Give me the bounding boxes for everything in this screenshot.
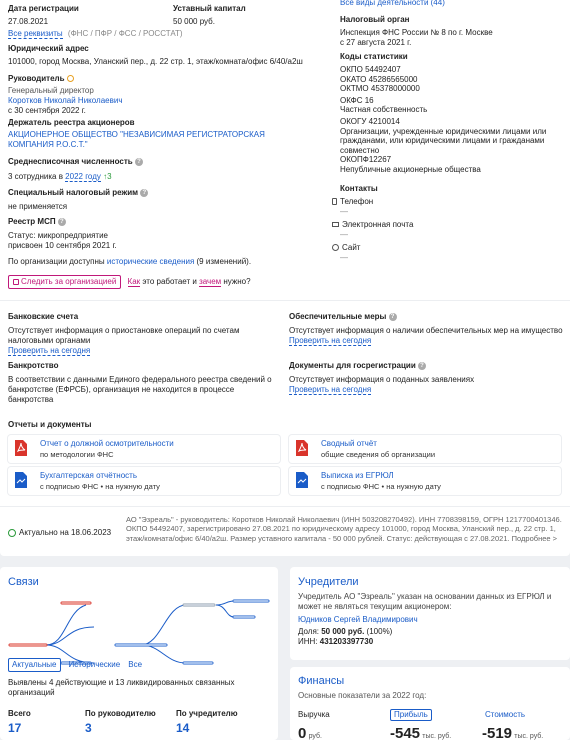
finance-cost-tab[interactable]: Стоимость [485,710,526,719]
security-block [289,312,564,346]
tax-regime-block [8,188,148,212]
report-sub: с подписью ФНС • на нужную дату [321,482,441,491]
info-icon[interactable]: ? [140,189,148,197]
report-title[interactable]: Бухгалтерская отчётность [40,471,138,480]
okopf-desc: Непубличные акционерные общества [340,164,481,174]
info-icon[interactable]: ? [58,218,66,226]
head-since: с 30 сентября 2022 г. [8,106,86,115]
tab-actual[interactable]: Актуальные [8,658,61,672]
history-pre: По организации доступны [8,257,107,266]
staff-block [8,157,143,182]
email-label: Электронная почта [342,219,414,229]
check-icon [8,529,16,537]
email-row [332,220,562,230]
staff-label: Среднесписочная численность [8,157,133,166]
why-link[interactable]: зачем [199,277,222,286]
links-stat-head[interactable] [85,709,156,736]
oktmo: ОКТМО 45378000000 [340,84,420,94]
share-pre: Доля: [298,627,322,636]
tax-organ-label: Налоговый орган [340,15,410,24]
bank-check-link[interactable]: Проверить на сегодня [8,346,91,355]
okogu: ОКОГУ 4210014 [340,116,400,126]
head-name-link[interactable]: Коротков Николай Николаевич [8,96,123,105]
head-label: Руководитель [8,74,65,83]
holder-label: Держатель реестра акционеров [8,118,135,127]
phone-row [332,197,562,207]
divider [0,506,570,507]
follow-button[interactable] [8,275,121,289]
head-block [8,74,123,116]
profit-value: -545 [390,725,421,740]
signed-doc-icon [14,471,28,489]
report-title[interactable]: Выписка из ЕГРЮЛ [321,471,394,480]
report-tile-summary[interactable] [289,435,561,463]
tax-regime-value: не применяется [8,202,68,211]
security-text: Отсутствует информация о наличии обеспечительных мер на имущество [289,326,563,335]
head-role: Генеральный директор [8,86,94,95]
report-sub: по методологии ФНС [40,450,114,459]
report-tile-egrul[interactable] [289,467,561,495]
contacts-label: Контакты [340,183,378,193]
share-value: 50 000 руб. [321,627,365,636]
follow-post: нужно? [221,277,251,286]
reg-label: Дата регистрации [8,4,79,13]
revenue-unit: руб. [308,733,322,740]
reg-date: 27.08.2021 [8,17,49,26]
tab-historical[interactable]: Исторические [68,660,121,669]
links-stat-founder[interactable] [176,709,238,736]
address-value: 101000, город Москва, Уланский пер., д. 22 стр. 1, этаж/комната/офис 6/40/a2ш [8,57,303,66]
finance-revenue-value [298,725,322,740]
divider [0,300,570,301]
finance-profit-tab[interactable]: Прибыль [390,709,432,721]
msp-date: присвоен 10 сентября 2021 г. [8,241,117,250]
finance-card [290,667,570,740]
stat-codes [340,65,562,175]
docs-reg-check-link[interactable]: Проверить на сегодня [289,385,372,394]
report-sub: общие сведения об организации [321,450,436,459]
report-title[interactable]: Сводный отчёт [321,439,377,448]
address-label: Юридический адрес [8,44,89,53]
all-activities-link[interactable]: Все виды деятельности (44) [340,0,445,7]
okogu-desc: Организации, учрежденные юридическими лицами или гражданами, или юридическими лицами и гражданами совместно [340,126,547,155]
okfs-desc: Частная собственность [340,105,428,115]
profit-unit: тыс. руб. [422,733,452,740]
right-column [340,0,562,263]
cost-value: -519 [482,725,513,740]
staff-delta: ↑3 [103,172,112,181]
okpo: ОКПО 54492407 [340,65,401,74]
report-tile-accounting[interactable] [8,467,280,495]
reg-funds: (ФНС / ПФР / ФСС / РОССТАТ) [67,29,183,38]
actual-label: Актуально на 18.06.2023 [19,528,112,537]
mail-icon [332,222,339,227]
docs-reg-text: Отсутствует информация о поданных заявлениях [289,375,475,384]
staff-value: 3 сотрудника в [8,172,66,181]
info-icon[interactable]: ? [389,313,397,321]
actual-date [8,528,111,538]
globe-icon [332,244,339,251]
report-sub: с подписью ФНС • на нужную дату [40,482,160,491]
links-stat-total[interactable] [8,709,31,736]
founder-share [298,627,392,637]
reg-block [8,4,183,39]
stat-codes-label: Коды статистики [340,52,408,61]
bank-block [8,312,273,356]
report-tile-diligence[interactable] [8,435,280,463]
msp-label: Реестр МСП [8,217,56,226]
bankrupt-text: В соответствии с данными Единого федерального реестра сведений о банкротстве (ЕФРСБ), организация не находится в процессе банкротства [8,375,272,404]
inn-value: 431203397730 [319,637,374,646]
holder-link[interactable]: АКЦИОНЕРНОЕ ОБЩЕСТВО "НЕЗАВИСИМАЯ РЕГИСТРАТОРСКАЯ КОМПАНИЯ Р.О.С.Т." [8,130,265,149]
company-summary: АО "Эзреаль" - руководитель: Коротков Николай Николаевич (ИНН 503208270492). ИНН 7708398159, ОГРН 1217700401346. ОКПО 54492407, зарегистрировано 27.08.2021 по юридическому адресу 101000, город Москва, Уланский пер., д. 22 стр. 1, этаж/комната/офис 6/40/a2ш. Размер уставного капитала - 50 000 рублей. Статус: действующая с 27.08.2021. Подробнее > [126,515,562,543]
info-icon[interactable]: ? [135,158,143,166]
stat-label: По учредителю [176,709,238,718]
cost-unit: тыс. руб. [514,733,544,740]
phone-value: — [340,206,348,216]
reports-label: Отчеты и документы [8,420,92,429]
site-label: Сайт [342,242,361,252]
share-pct: (100%) [364,627,393,636]
bank-text: Отсутствует информация о приостановке операций по счетам налоговыми органами [8,326,240,345]
follow-mid: это работает и [140,277,200,286]
docs-reg-block [289,361,564,395]
stat-value[interactable]: 14 [176,721,190,735]
email-value: — [340,229,348,239]
links-title[interactable]: Связи [8,576,39,588]
phone-icon [332,198,337,205]
how-link[interactable]: Как [127,277,141,286]
pdf-icon [14,439,28,457]
inn-pre: ИНН: [298,637,320,646]
site-value: — [340,252,348,262]
stat-label: Всего [8,709,31,718]
founder-name-link[interactable]: Юдников Сергей Владимирович [298,615,418,624]
stat-value[interactable]: 17 [8,721,22,735]
founders-card [290,567,570,660]
pdf-icon [295,439,309,457]
history-post: (9 изменений). [194,257,252,266]
bankrupt-label: Банкротство [8,361,59,370]
staff-year-link[interactable]: 2022 году [65,172,101,181]
docs-reg-label: Документы для госрегистрации [289,361,416,370]
msp-block [8,217,117,251]
bankrupt-block [8,361,276,405]
finance-title[interactable]: Финансы [298,675,345,687]
history-link[interactable]: исторические сведения [106,257,195,266]
tax-organ-since: с 27 августа 2021 г. [340,38,412,47]
finance-cost-value [482,725,543,740]
phone-label: Телефон [340,196,374,206]
finance-revenue-label[interactable]: Выручка [298,710,330,719]
lock-icon [13,279,19,285]
links-card [0,567,278,740]
tax-regime-label: Специальный налоговый режим [8,188,139,197]
revenue-value: 0 [298,725,307,740]
security-label: Обеспечительные меры [289,312,387,321]
alert-icon [67,75,74,82]
tab-all[interactable]: Все [128,660,143,669]
links-found: Выявлены 4 действующие и 13 ликвидированных связанных организаций [8,678,235,697]
stat-value[interactable]: 3 [85,721,92,735]
founders-title[interactable]: Учредители [298,576,359,588]
holder-block [8,118,308,150]
security-check-link[interactable]: Проверить на сегодня [289,336,372,345]
signed-doc-icon [295,471,309,489]
follow-button-label: Следить за организацией [21,277,117,286]
address-block [8,44,318,67]
capital-label: Уставный капитал [173,4,246,13]
follow-line [8,275,251,289]
all-requisites-link[interactable]: Все реквизиты [8,29,63,38]
site-row [332,243,562,253]
founder-inn [298,637,373,647]
info-icon[interactable]: ? [418,362,426,370]
stat-label: По руководителю [85,709,156,718]
founders-text: Учредитель АО "Эзреаль" указан на основании данных из ЕГРЮЛ и может не являться текущим акционером: [298,592,552,611]
okopf: ОКОПФ12267 [340,155,392,165]
links-tabs [8,658,150,672]
capital-value: 50 000 руб. [173,17,215,26]
capital-block [173,4,246,27]
finance-profit-value [390,725,451,740]
report-title[interactable]: Отчет о должной осмотрительности [40,439,174,448]
finance-sub: Основные показатели за 2022 год: [298,691,427,700]
okfs: ОКФС 16 [340,95,374,105]
msp-status: Статус: микропредприятие [8,231,108,240]
okato: ОКАТО 45286565000 [340,74,418,84]
history-line [8,257,251,267]
bank-label: Банковские счета [8,312,79,321]
tax-organ-value: Инспекция ФНС России № 8 по г. Москве [340,28,493,37]
